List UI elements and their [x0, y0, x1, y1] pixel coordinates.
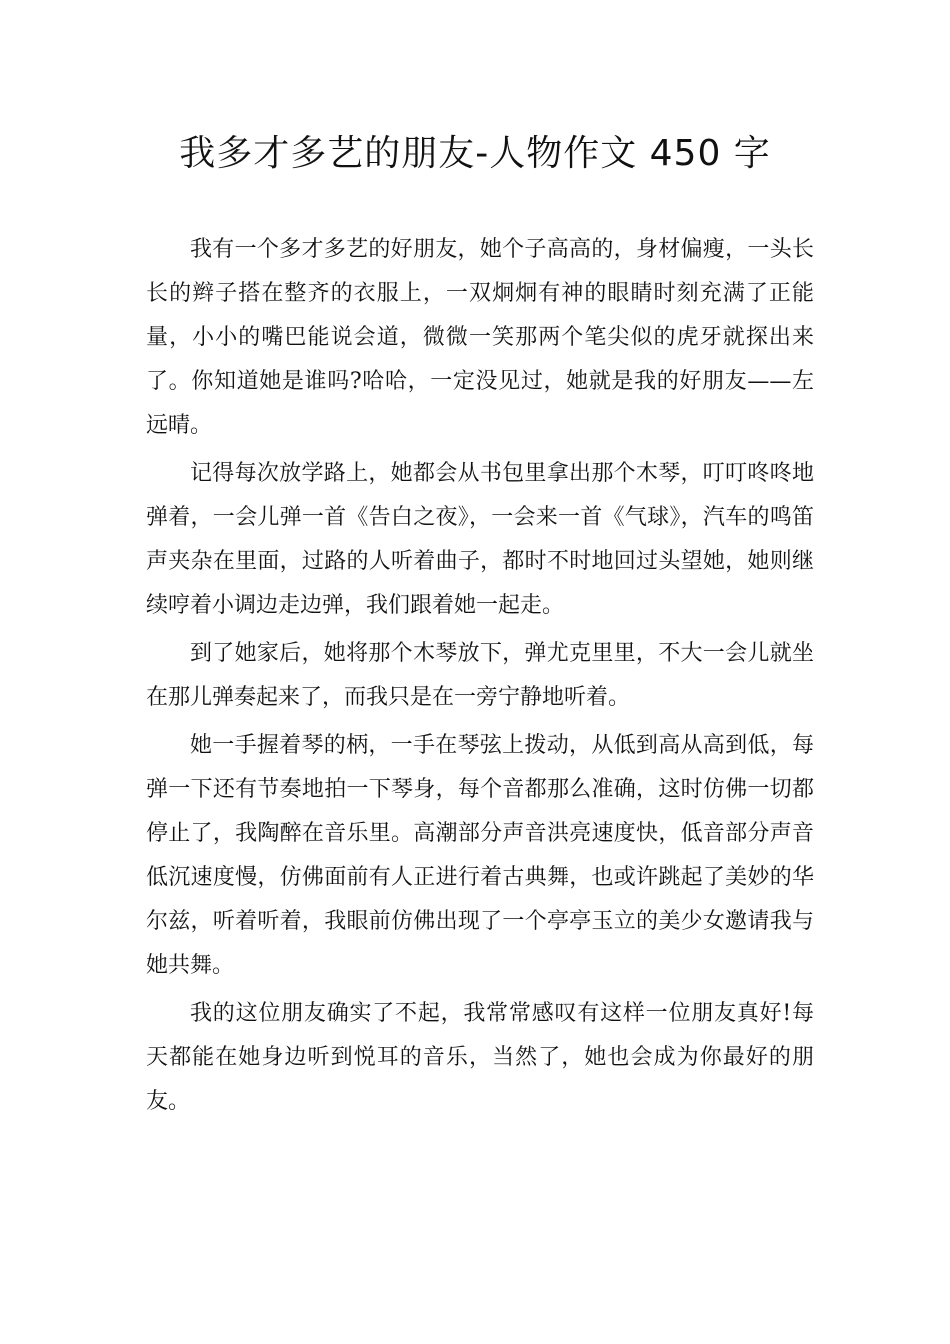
paragraph-3: 到了她家后，她将那个木琴放下，弹尤克里里，不大一会儿就坐在那儿弹奏起来了，而我只是在一旁宁静地听着。 [146, 641, 814, 710]
document-title: 我多才多艺的朋友-人物作文 450 字 [179, 133, 771, 174]
paragraph-1: 我有一个多才多艺的好朋友，她个子高高的，身材偏瘦，一头长长的辫子搭在整齐的衣服上，一双炯炯有神的眼睛时刻充满了正能量，小小的嘴巴能说会道，微微一笑那两个笔尖似的虎牙就探出来了。你知道她是谁吗?哈哈，一定没见过，她就是我的好朋友——左远晴。 [146, 237, 814, 438]
document-body [146, 228, 814, 1124]
paragraph-2: 记得每次放学路上，她都会从书包里拿出那个木琴，叮叮咚咚地弹着，一会儿弹一首《告白之夜》，一会来一首《气球》，汽车的鸣笛声夹杂在里面，过路的人听着曲子，都时不时地回过头望她，她则继续哼着小调边走边弹，我们跟着她一起走。 [146, 461, 814, 618]
paragraph-4: 她一手握着琴的柄，一手在琴弦上拨动，从低到高从高到低，每弹一下还有节奏地拍一下琴身，每个音都那么准确，这时仿佛一切都停止了，我陶醉在音乐里。高潮部分声音洪亮速度快，低音部分声音低沉速度慢，仿佛面前有人正进行着古典舞，也或许跳起了美妙的华尔兹，听着听着，我眼前仿佛出现了一个亭亭玉立的美少女邀请我与她共舞。 [146, 733, 814, 978]
paragraph-5: 我的这位朋友确实了不起，我常常感叹有这样一位朋友真好!每天都能在她身边听到悦耳的音乐，当然了，她也会成为你最好的朋友。 [146, 1001, 814, 1114]
